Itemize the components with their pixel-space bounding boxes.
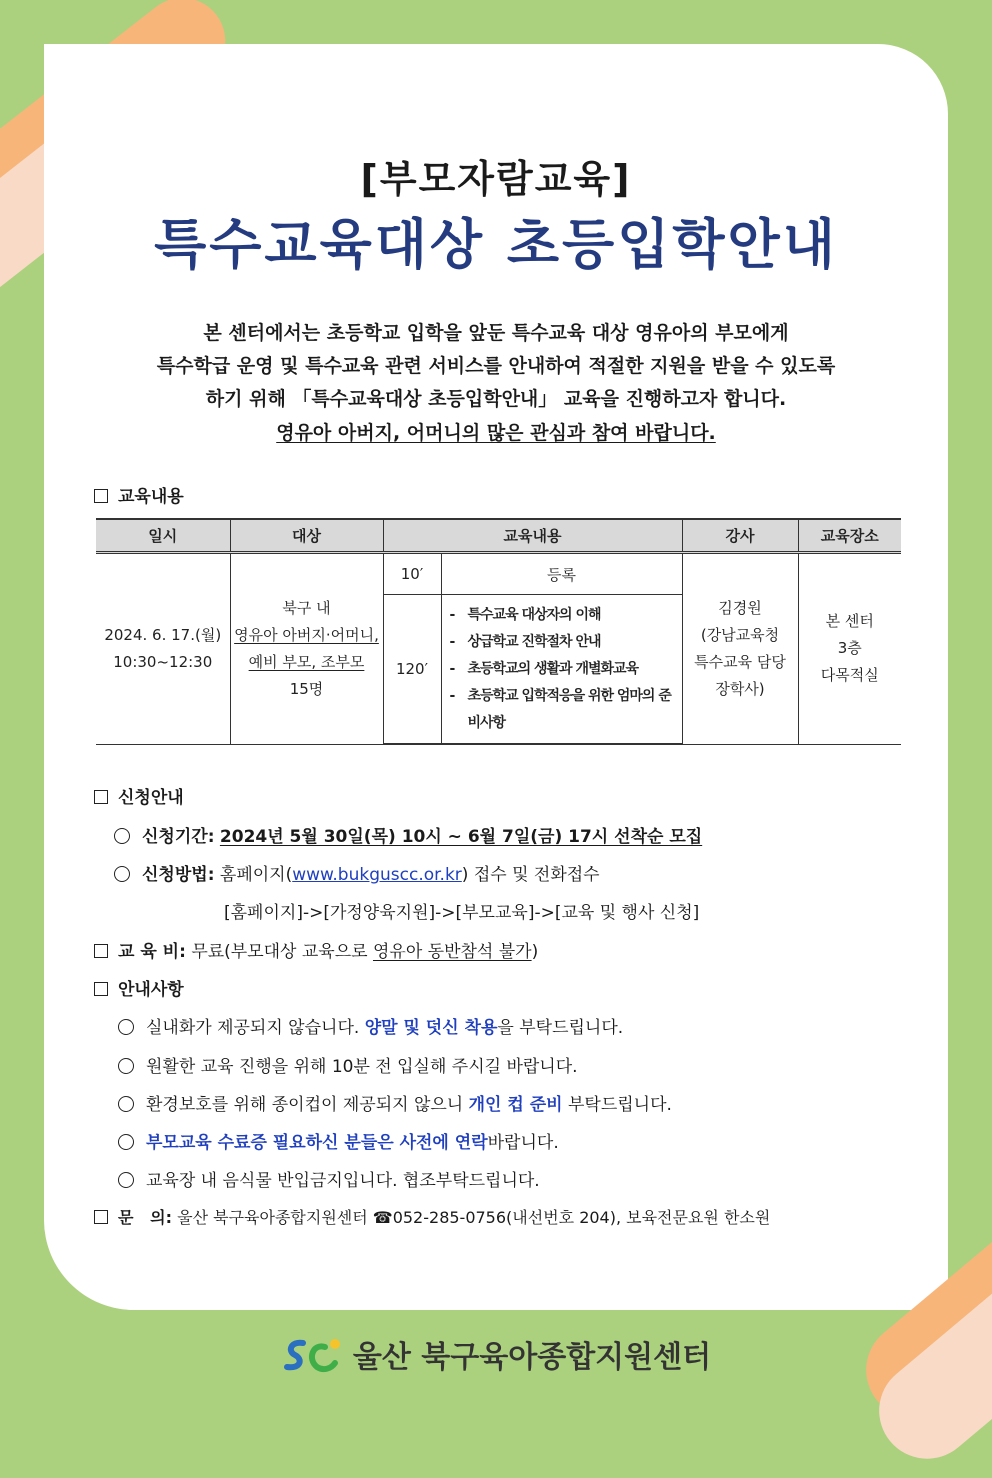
fee-note: 영유아 동반참석 불가 <box>372 942 532 962</box>
table-header: 일시 <box>96 519 230 553</box>
education-table <box>96 518 901 745</box>
list-item: - 상급학교 진학절차 안내 <box>449 633 601 650</box>
place-text: 다목적실 <box>820 666 879 685</box>
page-title: 특수교육대상 초등입학안내 <box>154 213 838 276</box>
notice-item: 실내화가 제공되지 않습니다. 양말 및 덧신 착용을 부탁드립니다. <box>118 1013 623 1038</box>
method-label: 신청방법: <box>142 865 215 885</box>
target-count: 15명 <box>289 679 324 698</box>
intro-line: 하기 위해 「특수교육대상 초등입학안내」 교육을 진행하고자 합니다. <box>205 388 787 410</box>
instructor-cell <box>682 553 798 745</box>
section-label: 교육내용 <box>118 487 184 507</box>
footer-logo <box>0 1332 992 1383</box>
instructor-text: 장학사) <box>715 679 765 698</box>
duration-cell: 120′ <box>383 595 441 745</box>
target-text: 북구 내 <box>282 598 331 617</box>
circle-bullet-icon <box>114 866 130 882</box>
time-text: 10:30~12:30 <box>113 652 213 671</box>
notice-item: 교육장 내 음식물 반입금지입니다. 협조부탁드립니다. <box>118 1166 540 1191</box>
list-item: - 특수교육 대상자의 이해 <box>449 606 601 623</box>
homepage-link[interactable]: www.bukguscc.or.kr <box>292 865 462 885</box>
contact-text: 울산 북구육아종합지원센터 ☎052-285-0756(내선번호 204), 보육전문요원 한소원 <box>177 1208 771 1227</box>
method-text: 홈페이지( <box>219 865 293 885</box>
table-header: 교육장소 <box>798 519 901 553</box>
target-text: 영유아 아버지·어머니, <box>234 625 379 644</box>
circle-bullet-icon <box>118 1096 134 1112</box>
table-header: 교육내용 <box>383 519 682 553</box>
place-text: 3층 <box>837 639 862 658</box>
contact-label: 문 의: <box>118 1208 173 1227</box>
intro-line-underlined <box>0 418 992 445</box>
target-text: 예비 부모, 조부모 <box>248 652 365 671</box>
target-cell <box>230 553 383 745</box>
fee-label: 교 육 비: <box>118 942 186 962</box>
place-cell <box>798 553 901 745</box>
instructor-name: 김경원 <box>718 598 762 617</box>
instructor-text: (강남교육청 <box>700 625 780 644</box>
content-list-cell <box>441 595 682 745</box>
center-logo-icon <box>281 1335 343 1383</box>
table-header-row <box>96 519 901 553</box>
apply-period-line <box>114 822 702 847</box>
section-label: 신청안내 <box>118 788 184 808</box>
checkbox-square-icon <box>94 944 108 958</box>
table-header: 강사 <box>682 519 798 553</box>
intro-line: 특수학급 운영 및 특수교육 관련 서비스를 안내하여 적절한 지원을 받을 수 있도록 <box>156 355 836 377</box>
circle-bullet-icon <box>118 1058 134 1074</box>
date-cell <box>96 553 230 745</box>
checkbox-square-icon <box>94 489 108 503</box>
circle-bullet-icon <box>118 1172 134 1188</box>
fee-text: ) <box>531 942 539 962</box>
method-text: ) 접수 및 전화접수 <box>461 865 600 885</box>
notice-item: 원활한 교육 진행을 위해 10분 전 입실해 주시길 바랍니다. <box>118 1052 578 1077</box>
section-heading-content <box>94 482 184 507</box>
section-heading-notice <box>94 975 184 1000</box>
checkbox-square-icon <box>94 1210 108 1224</box>
table-header: 대상 <box>230 519 383 553</box>
instructor-text: 특수교육 담당 <box>694 652 786 671</box>
circle-bullet-icon <box>118 1134 134 1150</box>
duration-cell: 10′ <box>383 553 441 595</box>
period-value: 2024년 5월 30일(목) 10시 ~ 6월 7일(금) 17시 선착순 모집 <box>219 827 703 847</box>
footer-org-name: 울산 북구육아종합지원센터 <box>352 1340 712 1375</box>
section-heading-apply <box>94 783 184 808</box>
contact-line <box>94 1205 770 1228</box>
list-item: - 초등학교 입학적응을 위한 엄마의 준비사항 <box>449 687 671 731</box>
apply-method-line <box>114 860 600 885</box>
fee-text: 무료(부모대상 교육으로 <box>191 942 373 962</box>
list-item: - 초등학교의 생활과 개별화교육 <box>449 660 639 677</box>
circle-bullet-icon <box>118 1019 134 1035</box>
checkbox-square-icon <box>94 790 108 804</box>
place-text: 본 센터 <box>825 612 874 631</box>
circle-bullet-icon <box>114 828 130 844</box>
section-label: 안내사항 <box>118 980 184 1000</box>
page-subtitle: [부모자람교육] <box>360 157 632 201</box>
apply-path: [홈페이지]->[가정양육지원]->[부모교육]->[교육 및 행사 신청] <box>224 903 700 923</box>
notice-item: 환경보호를 위해 종이컵이 제공되지 않으니 개인 컵 준비 부탁드립니다. <box>118 1090 672 1115</box>
period-label: 신청기간: <box>142 827 215 847</box>
content-cell: 등록 <box>441 553 682 595</box>
date-text: 2024. 6. 17.(월) <box>104 625 222 644</box>
intro-highlight: 영유아 아버지, 어머니의 많은 관심과 참여 바랍니다. <box>276 422 716 444</box>
table-row <box>96 553 901 595</box>
checkbox-square-icon <box>94 982 108 996</box>
intro-line: 본 센터에서는 초등학교 입학을 앞둔 특수교육 대상 영유아의 부모에게 <box>203 322 789 344</box>
notice-item: 부모교육 수료증 필요하신 분들은 사전에 연락바랍니다. <box>118 1128 559 1153</box>
fee-line <box>94 937 538 962</box>
